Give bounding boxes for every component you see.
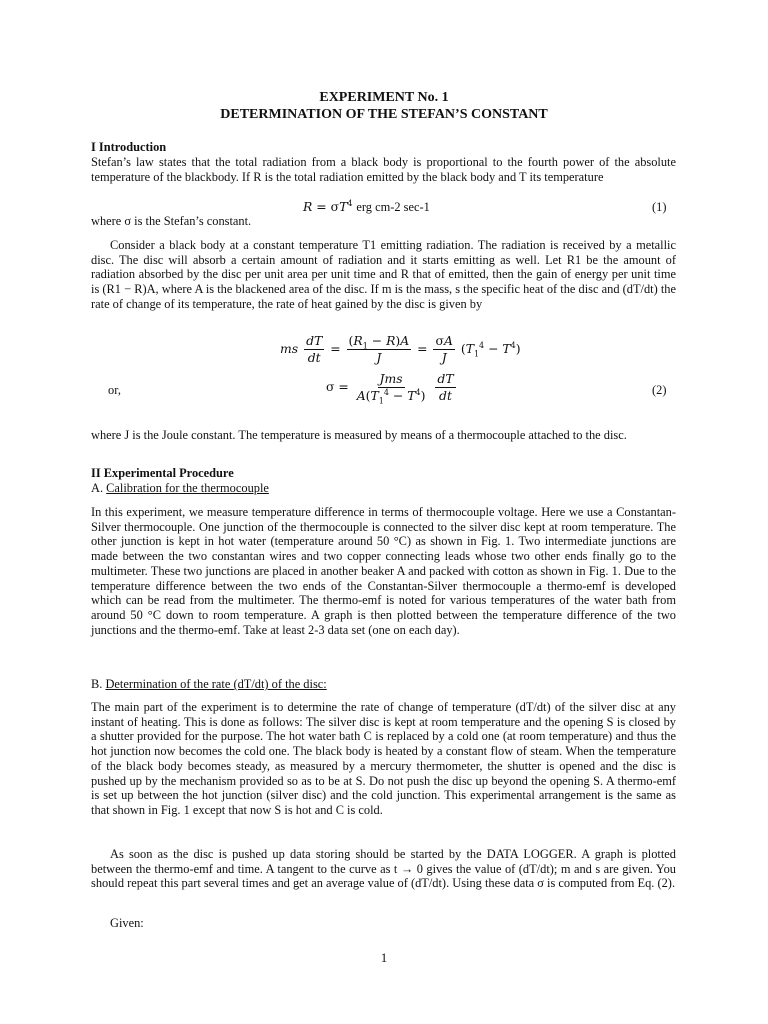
subsection-b-title: Determination of the rate (dT/dt) of the disc: — [105, 677, 327, 691]
subsection-b-paragraph-1: The main part of the experiment is to determine the rate of change of temperature (dT/dt) of the silver disc at any instant of heating. This is done as follows: The silver disc is kept at room temperature and the opening S is closed by a shutter provided for the purpose. The hot water bath C is replaced by a cold one (at room temperature) and thus the hot junction now becomes the cold one. The black body is heated by a constant flow of steam. When the temperature of the black body becomes steady, as measured by a mercury thermometer, the shutter is opened and the disc is pushed up by the mechanism provided so as to be at S. Do not push the disc up beyond the opening S. A thermo-emf is set up between the hot junction (silver disc) and the cold junction. This experimental arrangement is the same as that shown in Fig. 1 except that now S is hot and C is cold. — [91, 700, 676, 817]
procedure-heading: II Experimental Procedure — [91, 466, 234, 480]
subsection-a-paragraph: In this experiment, we measure temperature difference in terms of thermocouple voltage. Here we use a Constantan-Silver thermocouple. One junction of the thermocouple is connected to the silver disc kept at room temperature. The other junction is kept in hot water (temperature around 50 °C) as shown in Fig. 1. Two intermediate junctions are made between the two constantan wires and two copper connecting leads whose two other ends finally go to the multimeter. These two junctions are placed in another beaker A and packed with cotton as shown in Fig. 1. Due to the temperature difference between the two ends of the Constantan-Silver thermocouple a thermo-emf is developed which can be read from the multimeter. The thermo-emf is noted for various temperatures of the water bath from around 50 °C down to room temperature. A graph is then plotted between the temperature difference of the two junctions and the thermo-emf. Take at least 2-3 data set (one on each day). — [91, 505, 676, 637]
or-label: or, — [108, 383, 121, 397]
after-equation-1: where σ is the Stefan’s constant. — [91, 214, 252, 228]
subsection-b-paragraph-2: As soon as the disc is pushed up data storing should be started by the DATA LOGGER. A graph is plotted between the thermo-emf and time. A tangent to the curve as t → 0 gives the value of (dT/dt); m and s are given. You should repeat this part several times and get an average value of (dT/dt). Using these data σ is computed from Eq. (2). — [91, 847, 676, 891]
equation-2: σ = $\frac{\text{Jms}}{A(T_1^4 - T^4)}$ $\frac{dT}{dt}$ — [326, 371, 454, 406]
subsection-b-prefix: B. — [91, 677, 106, 691]
given-label: Given: — [110, 916, 144, 930]
heat-balance-equation: ms $\frac{dT}{dt}$ = $\frac{(R_1 - R)A}{J}$ = $\frac{\sigma A}{J}$ $(T_1^4 - T^4)$ — [280, 333, 521, 365]
experiment-title: EXPERIMENT No. 1 — [319, 90, 449, 105]
intro-heading: I Introduction — [91, 140, 167, 154]
experiment-subtitle: DETERMINATION OF THE STEFAN’S CONSTANT — [220, 107, 548, 122]
intro-paragraph-2: Consider a black body at a constant temperature T1 emitting radiation. The radiation is received by a metallic disc. The disc will absorb a certain amount of radiation and it starts emitting as well. Let R1 be the amount of radiation absorbed by the disc per unit area per unit time and R that of emitted, then the gain of energy per unit time is (R1 − R)A, where A is the blackened area of the disc. If m is the mass, s the specific heat of the disc and (dT/dt) the rate of change of its temperature, the rate of heat gained by the disc is given by — [91, 238, 676, 311]
subsection-a-heading — [91, 481, 269, 496]
intro-paragraph-1: Stefan’s law states that the total radiation from a black body is proportional to the fourth power of the absolute temperature of the blackbody. If R is the total radiation emitted by the black body and T its temperature — [91, 155, 676, 184]
intro-paragraph-3: where J is the Joule constant. The temperature is measured by means of a thermocouple attached to the disc. — [91, 428, 627, 442]
subsection-a-title: Calibration for the thermocouple — [106, 481, 269, 495]
equation-1: $R = \sigma T^4$ erg cm-2 sec-1 — [303, 198, 430, 214]
equation-1-units: erg cm-2 sec-1 — [356, 200, 430, 214]
page-number: 1 — [380, 950, 388, 965]
equation-2-number: (2) — [652, 383, 667, 397]
equation-1-number: (1) — [652, 200, 667, 214]
subsection-b-heading — [91, 677, 327, 692]
subsection-a-prefix: A. — [91, 481, 107, 495]
